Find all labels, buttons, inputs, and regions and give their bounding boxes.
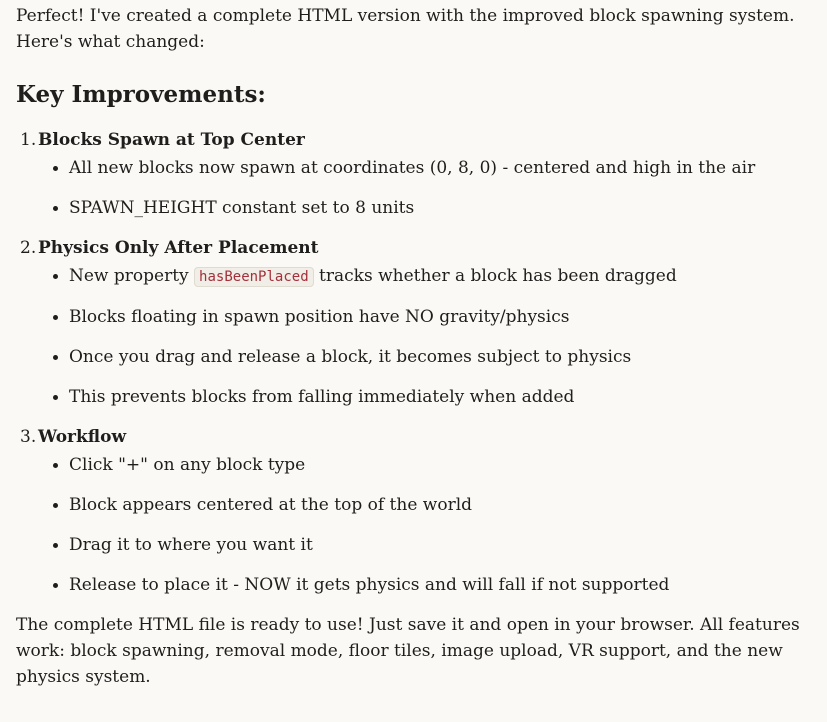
step-number: 1. [20, 130, 37, 150]
intro-paragraph: Perfect! I've created a complete HTML version with the improved block spawning system. Here's what changed: [16, 6, 795, 52]
bullet-text: New property [69, 266, 189, 286]
bullet-item: Block appears centered at the top of the world [38, 492, 816, 518]
bullet-item: Drag it to where you want it [38, 532, 816, 558]
step-number: 2. [20, 238, 37, 258]
bullet-item: Blocks floating in spawn position have NO gravity/physics [38, 304, 816, 330]
bullet-item: Click "+" on any block type [38, 452, 816, 478]
inline-code: hasBeenPlaced [194, 267, 314, 287]
bullet-item: SPAWN_HEIGHT constant set to 8 units [38, 195, 816, 221]
step-title: Workflow [38, 427, 127, 447]
bullet-item: Once you drag and release a block, it becomes subject to physics [38, 344, 816, 370]
bullet-item [38, 263, 816, 290]
bullet-text: tracks whether a block has been dragged [319, 266, 677, 286]
bullet-list [38, 155, 816, 221]
bullet-item: All new blocks now spawn at coordinates (0, 8, 0) - centered and high in the air [38, 155, 816, 181]
outro-paragraph: The complete HTML file is ready to use! Just save it and open in your browser. All features work: block spawning, removal mode, floor tiles, image upload, VR support, and the new physics system. [16, 615, 800, 687]
bullet-list [38, 452, 816, 598]
improvements-list [16, 127, 816, 598]
list-item [16, 235, 816, 410]
bullet-item: Release to place it - NOW it gets physics and will fall if not supported [38, 572, 816, 598]
list-item [16, 127, 816, 221]
step-title: Physics Only After Placement [38, 238, 319, 258]
list-item [16, 424, 816, 598]
bullet-list [38, 263, 816, 410]
bullet-item: This prevents blocks from falling immediately when added [38, 384, 816, 410]
assistant-message [16, 3, 816, 690]
step-title: Blocks Spawn at Top Center [38, 130, 305, 150]
section-heading: Key Improvements: [16, 81, 266, 108]
step-number: 3. [20, 427, 37, 447]
